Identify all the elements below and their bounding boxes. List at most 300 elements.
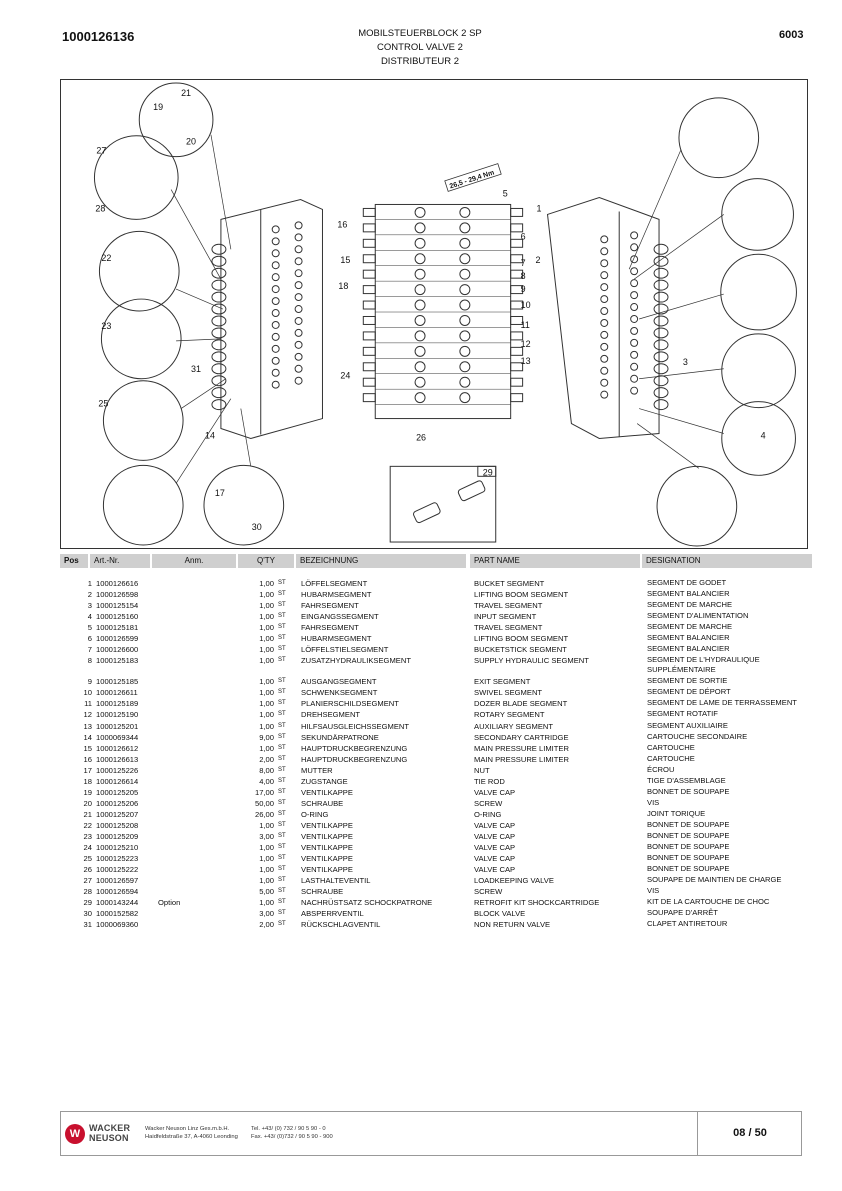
row-name-english: VALVE CAP bbox=[474, 854, 516, 864]
row-name-french: SEGMENT DE DÉPORT bbox=[647, 687, 731, 697]
row-name-german: NACHRÜSTSATZ SCHOCKPATRONE bbox=[301, 898, 433, 908]
row-pos: 14 bbox=[83, 732, 92, 742]
row-name-english: ROTARY SEGMENT bbox=[474, 710, 545, 720]
row-quantity: 1,00 bbox=[259, 820, 274, 830]
phone-number: Tel. +43/ (0) 732 / 90 5 90 - 0 bbox=[251, 1126, 326, 1132]
row-quantity: 1,00 bbox=[259, 721, 274, 731]
row-name-french: SEGMENT DE SORTIE bbox=[647, 676, 728, 686]
row-quantity: 1,00 bbox=[259, 876, 274, 886]
row-article-number: 1000125209 bbox=[96, 831, 139, 841]
table-row bbox=[60, 776, 820, 787]
callout-21: 21 bbox=[181, 87, 192, 98]
row-pos: 21 bbox=[83, 809, 92, 819]
row-unit: ST bbox=[278, 844, 286, 851]
page-footer bbox=[60, 1111, 802, 1156]
table-row bbox=[60, 886, 820, 897]
table-row bbox=[60, 853, 820, 864]
table-row bbox=[60, 754, 820, 765]
row-name-french: SEGMENT DE LAME DE TERRASSEMENT bbox=[647, 698, 797, 708]
row-name-german: PLANIERSCHILDSEGMENT bbox=[301, 699, 399, 709]
row-pos: 9 bbox=[87, 677, 92, 687]
row-quantity: 1,00 bbox=[259, 699, 274, 709]
table-row bbox=[60, 798, 820, 809]
callout-8: 8 bbox=[520, 271, 526, 282]
row-unit: ST bbox=[278, 877, 286, 884]
row-name-english: VALVE CAP bbox=[474, 820, 516, 830]
parts-diagram-svg bbox=[61, 80, 807, 548]
row-name-english: LIFTING BOOM SEGMENT bbox=[474, 634, 569, 644]
row-pos: 2 bbox=[87, 590, 92, 600]
document-title bbox=[300, 27, 540, 69]
row-pos: 3 bbox=[87, 601, 92, 611]
row-name-french: SOUPAPE DE MAINTIEN DE CHARGE bbox=[647, 875, 782, 885]
table-row bbox=[60, 732, 820, 743]
row-name-french: ÉCROU bbox=[647, 764, 675, 774]
row-article-number: 1000069360 bbox=[96, 920, 139, 930]
header-pos: Pos bbox=[60, 554, 88, 568]
row-name-french: VIS bbox=[647, 886, 660, 896]
row-name-german: VENTILKAPPE bbox=[301, 865, 353, 875]
row-article-number: 1000125189 bbox=[96, 699, 139, 709]
row-name-english: BUCKETSTICK SEGMENT bbox=[474, 645, 567, 655]
row-name-french: SEGMENT ROTATIF bbox=[647, 709, 718, 719]
row-unit: ST bbox=[278, 733, 286, 740]
row-article-number: 1000126599 bbox=[96, 634, 139, 644]
row-quantity: 1,00 bbox=[259, 590, 274, 600]
row-name-german: VENTILKAPPE bbox=[301, 843, 353, 853]
row-name-english: VALVE CAP bbox=[474, 831, 516, 841]
row-article-number: 1000069344 bbox=[96, 732, 139, 742]
row-pos: 10 bbox=[83, 688, 92, 698]
row-pos: 15 bbox=[83, 743, 92, 753]
row-name-german: SCHRAUBE bbox=[301, 798, 344, 808]
table-row bbox=[60, 709, 820, 720]
inset-box-29 bbox=[390, 466, 496, 542]
left-detail-circles bbox=[94, 83, 283, 545]
row-pos: 20 bbox=[83, 798, 92, 808]
callout-19: 19 bbox=[153, 101, 164, 112]
row-pos: 31 bbox=[83, 920, 92, 930]
row-name-german: LÖFFELSEGMENT bbox=[301, 579, 368, 588]
row-name-english: VALVE CAP bbox=[474, 865, 516, 875]
row-name-french: SEGMENT D'ALIMENTATION bbox=[647, 611, 749, 621]
row-quantity: 1,00 bbox=[259, 677, 274, 687]
contact-info bbox=[251, 1125, 333, 1141]
table-row bbox=[60, 655, 820, 676]
row-quantity: 8,00 bbox=[259, 765, 274, 775]
row-unit: ST bbox=[278, 591, 286, 598]
row-pos: 16 bbox=[83, 754, 92, 764]
table-row bbox=[60, 919, 820, 930]
row-unit: ST bbox=[278, 855, 286, 862]
row-remark: Option bbox=[158, 898, 181, 908]
row-article-number: 1000125208 bbox=[96, 820, 139, 830]
row-name-german: FAHRSEGMENT bbox=[301, 601, 359, 611]
row-name-german: O-RING bbox=[301, 809, 329, 819]
row-pos: 26 bbox=[83, 865, 92, 875]
callout-3: 3 bbox=[682, 356, 688, 367]
row-unit: ST bbox=[278, 888, 286, 895]
row-quantity: 1,00 bbox=[259, 898, 274, 908]
row-name-english: SWIVEL SEGMENT bbox=[474, 688, 543, 698]
header-part-name: PART NAME bbox=[470, 554, 640, 568]
right-valve-block bbox=[548, 197, 668, 438]
row-pos: 19 bbox=[83, 787, 92, 797]
row-unit: ST bbox=[278, 899, 286, 906]
row-pos: 29 bbox=[83, 898, 92, 908]
row-name-french: SEGMENT AUXILIAIRE bbox=[647, 720, 728, 730]
header-art-nr: Art.-Nr. bbox=[90, 554, 150, 568]
row-quantity: 2,00 bbox=[259, 754, 274, 764]
row-quantity: 1,00 bbox=[259, 601, 274, 611]
row-quantity: 9,00 bbox=[259, 732, 274, 742]
callout-25: 25 bbox=[98, 398, 109, 409]
row-name-english: TIE ROD bbox=[474, 776, 505, 786]
row-pos: 17 bbox=[83, 765, 92, 775]
callout-24: 24 bbox=[340, 370, 351, 381]
table-row bbox=[60, 842, 820, 853]
row-name-german: VENTILKAPPE bbox=[301, 820, 353, 830]
row-name-english: O-RING bbox=[474, 809, 502, 819]
row-pos: 28 bbox=[83, 887, 92, 897]
row-pos: 27 bbox=[83, 876, 92, 886]
table-row bbox=[60, 765, 820, 776]
row-pos: 5 bbox=[87, 623, 92, 633]
row-name-english: NUT bbox=[474, 765, 490, 775]
page-code: 6003 bbox=[779, 29, 804, 41]
row-article-number: 1000125183 bbox=[96, 656, 139, 666]
row-name-english: SCREW bbox=[474, 798, 503, 808]
row-article-number: 1000125185 bbox=[96, 677, 139, 687]
row-article-number: 1000126598 bbox=[96, 590, 139, 600]
table-row bbox=[60, 644, 820, 655]
row-name-english: SECONDARY CARTRIDGE bbox=[474, 732, 569, 742]
row-name-english: AUXILIARY SEGMENT bbox=[474, 721, 554, 731]
row-name-german: EINGANGSSEGMENT bbox=[301, 612, 379, 622]
row-name-french: CARTOUCHE bbox=[647, 753, 695, 763]
row-unit: ST bbox=[278, 755, 286, 762]
row-article-number: 1000126614 bbox=[96, 776, 139, 786]
row-name-english: VALVE CAP bbox=[474, 843, 516, 853]
callout-7: 7 bbox=[520, 258, 526, 269]
row-name-german: HUBARMSEGMENT bbox=[301, 590, 372, 600]
row-name-german: HUBARMSEGMENT bbox=[301, 634, 372, 644]
page-number: 08 / 50 bbox=[733, 1127, 767, 1139]
row-name-german: VENTILKAPPE bbox=[301, 854, 353, 864]
row-unit: ST bbox=[278, 744, 286, 751]
row-quantity: 2,00 bbox=[259, 920, 274, 930]
row-name-french: VIS bbox=[647, 797, 660, 807]
parts-table-header bbox=[60, 554, 812, 568]
callout-17: 17 bbox=[214, 488, 225, 499]
table-row bbox=[60, 908, 820, 919]
row-article-number: 1000126597 bbox=[96, 876, 139, 886]
row-name-german: HAUPTDRUCKBEGRENZUNG bbox=[301, 754, 408, 764]
row-name-english: LIFTING BOOM SEGMENT bbox=[474, 590, 569, 600]
torque-label: 26,5 - 29,4 Nm bbox=[448, 169, 496, 191]
fax-number: Fax. +43/ (0)732 / 90 5 90 - 900 bbox=[251, 1134, 333, 1140]
callout-26: 26 bbox=[416, 432, 427, 443]
callout-20: 20 bbox=[186, 136, 197, 147]
row-name-german: SCHWENKSEGMENT bbox=[301, 688, 378, 698]
row-name-german: VENTILKAPPE bbox=[301, 831, 353, 841]
row-name-german: ZUGSTANGE bbox=[301, 776, 348, 786]
row-name-english: SCREW bbox=[474, 887, 503, 897]
row-unit: ST bbox=[278, 810, 286, 817]
row-article-number: 1000126600 bbox=[96, 645, 139, 655]
row-unit: ST bbox=[278, 711, 286, 718]
logo-line-2: NEUSON bbox=[89, 1133, 129, 1143]
row-pos: 18 bbox=[83, 776, 92, 786]
row-name-french: JOINT TORIQUE bbox=[647, 808, 706, 818]
callout-2: 2 bbox=[535, 255, 541, 266]
row-name-french: SOUPAPE D'ARRÊT bbox=[647, 908, 718, 918]
row-name-english: VALVE CAP bbox=[474, 787, 516, 797]
callout-4: 4 bbox=[760, 430, 766, 441]
callout-1: 1 bbox=[536, 203, 542, 214]
table-row bbox=[60, 864, 820, 875]
row-name-german: HILFSAUSGLEICHSSEGMENT bbox=[301, 721, 410, 731]
row-unit: ST bbox=[278, 766, 286, 773]
row-article-number: 1000126612 bbox=[96, 743, 139, 753]
table-row bbox=[60, 687, 820, 698]
row-article-number: 1000125223 bbox=[96, 854, 139, 864]
row-unit: ST bbox=[278, 624, 286, 631]
row-article-number: 1000125206 bbox=[96, 798, 139, 808]
row-article-number: 1000125207 bbox=[96, 809, 139, 819]
callout-22: 22 bbox=[101, 253, 112, 264]
row-quantity: 4,00 bbox=[259, 776, 274, 786]
row-name-english: TRAVEL SEGMENT bbox=[474, 601, 543, 611]
row-name-english: BUCKET SEGMENT bbox=[474, 579, 545, 588]
row-article-number: 1000125205 bbox=[96, 787, 139, 797]
row-article-number: 1000125160 bbox=[96, 612, 139, 622]
row-pos: 12 bbox=[83, 710, 92, 720]
row-name-german: VENTILKAPPE bbox=[301, 787, 353, 797]
table-row bbox=[60, 743, 820, 754]
row-name-german: ZUSATZHYDRAULIKSEGMENT bbox=[301, 656, 411, 666]
row-unit: ST bbox=[278, 722, 286, 729]
row-quantity: 1,00 bbox=[259, 656, 274, 666]
table-row bbox=[60, 633, 820, 644]
callout-11: 11 bbox=[520, 319, 530, 330]
row-name-english: DOZER BLADE SEGMENT bbox=[474, 699, 568, 709]
row-quantity: 26,00 bbox=[254, 809, 274, 819]
row-unit: ST bbox=[278, 646, 286, 653]
inset-label: 29 bbox=[482, 467, 493, 478]
row-unit: ST bbox=[278, 777, 286, 784]
callout-23: 23 bbox=[101, 320, 112, 331]
row-unit: ST bbox=[278, 821, 286, 828]
row-quantity: 1,00 bbox=[259, 865, 274, 875]
row-name-french: CARTOUCHE SECONDAIRE bbox=[647, 731, 748, 741]
row-pos: 25 bbox=[83, 854, 92, 864]
row-article-number: 1000126611 bbox=[96, 688, 138, 698]
exploded-parts-drawing bbox=[60, 79, 808, 549]
row-name-english: RETROFIT KIT SHOCKCARTRIDGE bbox=[474, 898, 600, 908]
row-name-german: SEKUNDÄRPATRONE bbox=[301, 732, 379, 742]
row-quantity: 1,00 bbox=[259, 688, 274, 698]
row-unit: ST bbox=[278, 613, 286, 620]
row-unit: ST bbox=[278, 635, 286, 642]
table-row bbox=[60, 787, 820, 798]
row-name-french: SEGMENT DE MARCHE bbox=[647, 600, 733, 610]
row-name-french: KIT DE LA CARTOUCHE DE CHOC bbox=[647, 897, 770, 907]
callout-15: 15 bbox=[340, 255, 351, 266]
header-bezeichnung: BEZEICHNUNG bbox=[296, 554, 466, 568]
row-quantity: 1,00 bbox=[259, 623, 274, 633]
row-unit: ST bbox=[278, 689, 286, 696]
row-name-english: NON RETURN VALVE bbox=[474, 920, 551, 930]
row-article-number: 1000125222 bbox=[96, 865, 139, 875]
document-number: 1000126136 bbox=[62, 29, 135, 44]
row-pos: 30 bbox=[83, 909, 92, 919]
row-article-number: 1000125210 bbox=[96, 843, 139, 853]
row-name-french: BONNET DE SOUPAPE bbox=[647, 842, 730, 852]
table-row bbox=[60, 897, 820, 908]
table-row bbox=[60, 820, 820, 831]
row-pos: 24 bbox=[83, 843, 92, 853]
row-name-german: HAUPTDRUCKBEGRENZUNG bbox=[301, 743, 408, 753]
row-unit: ST bbox=[278, 602, 286, 609]
row-quantity: 50,00 bbox=[254, 798, 274, 808]
row-article-number: 1000125190 bbox=[96, 710, 139, 720]
row-pos: 23 bbox=[83, 831, 92, 841]
row-name-french: SEGMENT DE GODET bbox=[647, 578, 727, 587]
table-row bbox=[60, 611, 820, 622]
callout-14: 14 bbox=[204, 430, 215, 441]
title-german: MOBILSTEUERBLOCK 2 SP bbox=[358, 28, 482, 39]
table-row bbox=[60, 600, 820, 611]
row-article-number: 1000143244 bbox=[96, 898, 139, 908]
logo-wordmark bbox=[89, 1123, 130, 1143]
row-name-english: LOADKEEPING VALVE bbox=[474, 876, 554, 886]
row-pos: 11 bbox=[84, 699, 92, 709]
row-pos: 8 bbox=[87, 656, 92, 666]
row-article-number: 1000126594 bbox=[96, 887, 139, 897]
row-quantity: 3,00 bbox=[259, 831, 274, 841]
row-quantity: 1,00 bbox=[259, 743, 274, 753]
row-unit: ST bbox=[278, 657, 286, 664]
row-article-number: 1000126613 bbox=[96, 754, 139, 764]
wacker-neuson-logo-icon: W bbox=[65, 1124, 85, 1144]
row-quantity: 3,00 bbox=[259, 909, 274, 919]
row-article-number: 1000152582 bbox=[96, 909, 139, 919]
row-name-german: MUTTER bbox=[301, 765, 333, 775]
callout-28: 28 bbox=[95, 203, 106, 214]
row-pos: 13 bbox=[83, 721, 92, 731]
row-name-french: CLAPET ANTIRETOUR bbox=[647, 919, 728, 929]
row-article-number: 1000125201 bbox=[96, 721, 139, 731]
company-name: Wacker Neuson Linz Ges.m.b.H. bbox=[145, 1126, 230, 1132]
header-anm: Anm. bbox=[152, 554, 236, 568]
row-article-number: 1000126616 bbox=[96, 579, 139, 588]
title-english: CONTROL VALVE 2 bbox=[377, 42, 463, 53]
company-address bbox=[145, 1125, 238, 1141]
row-name-english: SUPPLY HYDRAULIC SEGMENT bbox=[474, 656, 589, 666]
header-qty: Q'TY bbox=[238, 554, 294, 568]
row-name-french: BONNET DE SOUPAPE bbox=[647, 786, 730, 796]
callout-30: 30 bbox=[251, 522, 262, 533]
row-unit: ST bbox=[278, 799, 286, 806]
row-name-english: MAIN PRESSURE LIMITER bbox=[474, 754, 569, 764]
row-quantity: 1,00 bbox=[259, 710, 274, 720]
table-row bbox=[60, 721, 820, 732]
row-article-number: 1000125154 bbox=[96, 601, 139, 611]
row-article-number: 1000125181 bbox=[96, 623, 139, 633]
callout-27: 27 bbox=[96, 145, 107, 156]
row-quantity: 5,00 bbox=[259, 887, 274, 897]
table-row bbox=[60, 622, 820, 633]
row-name-german: DREHSEGMENT bbox=[301, 710, 361, 720]
row-name-french: SEGMENT BALANCIER bbox=[647, 633, 730, 643]
table-row bbox=[60, 831, 820, 842]
row-name-german: AUSGANGSEGMENT bbox=[301, 677, 377, 687]
logo-line-1: WACKER bbox=[89, 1123, 131, 1133]
table-row bbox=[60, 698, 820, 709]
row-name-french: CARTOUCHE bbox=[647, 742, 695, 752]
row-quantity: 1,00 bbox=[259, 579, 274, 588]
table-row bbox=[60, 578, 820, 589]
row-unit: ST bbox=[278, 678, 286, 685]
row-name-german: RÜCKSCHLAGVENTIL bbox=[301, 920, 381, 930]
callout-31: 31 bbox=[191, 363, 202, 374]
row-pos: 1 bbox=[87, 579, 92, 588]
row-quantity: 1,00 bbox=[259, 854, 274, 864]
row-unit: ST bbox=[278, 921, 286, 928]
center-valve-block bbox=[363, 204, 522, 418]
row-name-french: SEGMENT BALANCIER bbox=[647, 644, 730, 654]
row-name-english: TRAVEL SEGMENT bbox=[474, 623, 543, 633]
table-row bbox=[60, 676, 820, 687]
row-unit: ST bbox=[278, 832, 286, 839]
table-row bbox=[60, 809, 820, 820]
row-unit: ST bbox=[278, 866, 286, 873]
row-pos: 7 bbox=[87, 645, 92, 655]
row-pos: 6 bbox=[87, 634, 92, 644]
row-name-german: SCHRAUBE bbox=[301, 887, 344, 897]
row-name-english: BLOCK VALVE bbox=[474, 909, 526, 919]
row-name-german: LASTHALTEVENTIL bbox=[301, 876, 371, 886]
row-name-french: SEGMENT DE MARCHE bbox=[647, 622, 733, 632]
callout-9: 9 bbox=[520, 284, 526, 295]
title-french: DISTRIBUTEUR 2 bbox=[380, 56, 460, 67]
row-name-english: INPUT SEGMENT bbox=[474, 612, 537, 622]
parts-table-body bbox=[60, 578, 820, 930]
row-quantity: 1,00 bbox=[259, 634, 274, 644]
table-row bbox=[60, 589, 820, 600]
callout-10: 10 bbox=[520, 300, 531, 311]
row-unit: ST bbox=[278, 910, 286, 917]
row-name-french: BONNET DE SOUPAPE bbox=[647, 853, 730, 863]
row-pos: 22 bbox=[83, 820, 92, 830]
row-name-french: BONNET DE SOUPAPE bbox=[647, 864, 730, 874]
row-article-number: 1000125226 bbox=[96, 765, 139, 775]
callout-18: 18 bbox=[338, 281, 349, 292]
row-name-english: MAIN PRESSURE LIMITER bbox=[474, 743, 569, 753]
row-name-german: ABSPERRVENTIL bbox=[301, 909, 364, 919]
row-name-french: SEGMENT BALANCIER bbox=[647, 589, 730, 599]
callout-13: 13 bbox=[520, 355, 531, 366]
callout-12: 12 bbox=[520, 338, 531, 349]
row-quantity: 17,00 bbox=[254, 787, 274, 797]
row-quantity: 1,00 bbox=[259, 843, 274, 853]
row-name-english: EXIT SEGMENT bbox=[474, 677, 531, 687]
callout-16: 16 bbox=[337, 219, 348, 230]
header-designation: DESIGNATION bbox=[642, 554, 812, 568]
right-detail-circles bbox=[657, 98, 796, 546]
row-pos: 4 bbox=[87, 612, 92, 622]
